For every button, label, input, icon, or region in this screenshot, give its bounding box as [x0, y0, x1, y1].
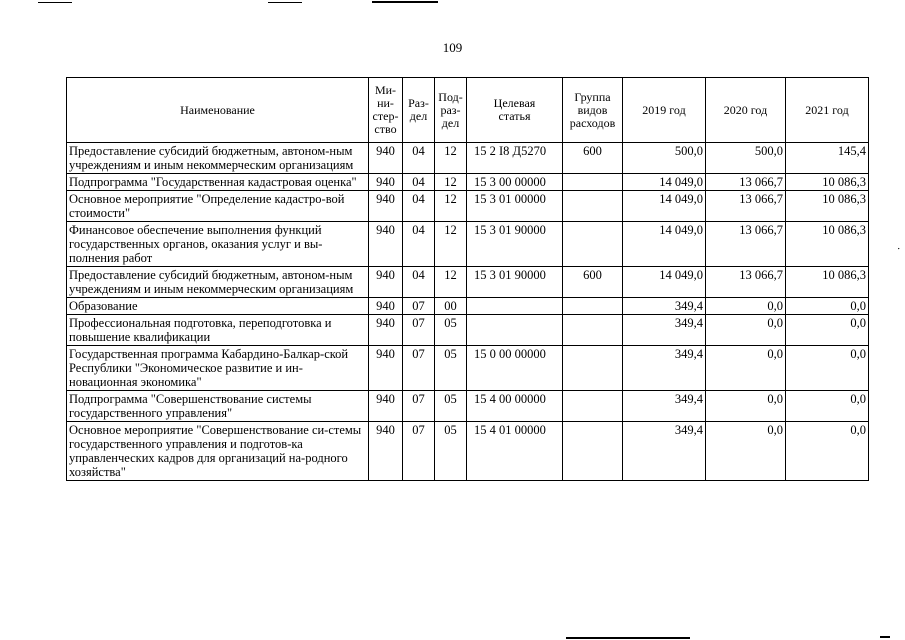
budget-table — [66, 77, 869, 481]
cell-year-2021: 0,0 — [786, 391, 869, 422]
table-row — [67, 346, 869, 391]
header-year-2020: 2020 год — [706, 78, 786, 143]
table-row — [67, 267, 869, 298]
header-year-2019: 2019 год — [623, 78, 706, 143]
table-body — [67, 143, 869, 481]
cell-expense-group: 600 — [563, 267, 623, 298]
cell-ministry: 940 — [369, 191, 403, 222]
cell-subsection: 12 — [435, 191, 467, 222]
scan-artifact-line — [566, 637, 690, 639]
scan-artifact-line — [372, 1, 438, 3]
cell-name: Основное мероприятие "Определение кадастро-вой стоимости" — [67, 191, 369, 222]
cell-year-2019: 14 049,0 — [623, 191, 706, 222]
scan-artifact-mark: ⋅ — [897, 244, 901, 255]
cell-target-article: 15 3 01 90000 — [467, 267, 563, 298]
cell-year-2020: 13 066,7 — [706, 222, 786, 267]
cell-ministry: 940 — [369, 143, 403, 174]
cell-subsection: 05 — [435, 346, 467, 391]
cell-expense-group — [563, 222, 623, 267]
cell-year-2020: 13 066,7 — [706, 267, 786, 298]
cell-name: Финансовое обеспечение выполнения функций государственных органов, оказания услуг и вы-полнения работ — [67, 222, 369, 267]
cell-year-2021: 10 086,3 — [786, 222, 869, 267]
scan-artifact-line — [38, 2, 72, 3]
cell-year-2020: 0,0 — [706, 422, 786, 481]
cell-year-2021: 145,4 — [786, 143, 869, 174]
cell-name: Профессиональная подготовка, переподготовка и повышение квалификации — [67, 315, 369, 346]
cell-year-2021: 0,0 — [786, 298, 869, 315]
cell-subsection: 12 — [435, 174, 467, 191]
table-row — [67, 191, 869, 222]
cell-ministry: 940 — [369, 315, 403, 346]
cell-subsection: 05 — [435, 391, 467, 422]
cell-subsection: 12 — [435, 267, 467, 298]
cell-target-article: 15 0 00 00000 — [467, 346, 563, 391]
cell-section: 07 — [403, 422, 435, 481]
table-row — [67, 422, 869, 481]
cell-subsection: 05 — [435, 422, 467, 481]
cell-year-2021: 0,0 — [786, 422, 869, 481]
cell-target-article: 15 4 00 00000 — [467, 391, 563, 422]
cell-ministry: 940 — [369, 267, 403, 298]
cell-name: Предоставление субсидий бюджетным, автоном-ным учреждениям и иным некоммерческим организациям — [67, 143, 369, 174]
cell-expense-group — [563, 422, 623, 481]
cell-expense-group — [563, 391, 623, 422]
cell-subsection: 00 — [435, 298, 467, 315]
cell-year-2019: 349,4 — [623, 422, 706, 481]
header-ministry: Ми- ни- стер- ство — [369, 78, 403, 143]
cell-subsection: 12 — [435, 222, 467, 267]
cell-expense-group — [563, 191, 623, 222]
cell-year-2020: 0,0 — [706, 315, 786, 346]
cell-name: Подпрограмма "Государственная кадастровая оценка" — [67, 174, 369, 191]
cell-section: 04 — [403, 222, 435, 267]
cell-target-article: 15 3 01 00000 — [467, 191, 563, 222]
cell-year-2021: 0,0 — [786, 346, 869, 391]
cell-year-2020: 500,0 — [706, 143, 786, 174]
cell-ministry: 940 — [369, 346, 403, 391]
header-section: Раз- дел — [403, 78, 435, 143]
cell-ministry: 940 — [369, 391, 403, 422]
table-row — [67, 143, 869, 174]
cell-year-2019: 349,4 — [623, 315, 706, 346]
header-expense-group: Группа видов расходов — [563, 78, 623, 143]
table-row — [67, 222, 869, 267]
cell-ministry: 940 — [369, 222, 403, 267]
cell-year-2019: 14 049,0 — [623, 222, 706, 267]
header-target-article: Целевая статья — [467, 78, 563, 143]
header-year-2021: 2021 год — [786, 78, 869, 143]
scan-artifact-line — [268, 2, 302, 3]
cell-year-2019: 14 049,0 — [623, 267, 706, 298]
cell-expense-group — [563, 298, 623, 315]
cell-year-2019: 500,0 — [623, 143, 706, 174]
cell-subsection: 12 — [435, 143, 467, 174]
cell-year-2019: 349,4 — [623, 346, 706, 391]
table-row — [67, 174, 869, 191]
cell-ministry: 940 — [369, 422, 403, 481]
header-name: Наименование — [67, 78, 369, 143]
cell-target-article: 15 4 01 00000 — [467, 422, 563, 481]
cell-name: Государственная программа Кабардино-Балкар-ской Республики "Экономическое развитие и ин-новационная экономика" — [67, 346, 369, 391]
cell-year-2020: 13 066,7 — [706, 174, 786, 191]
cell-ministry: 940 — [369, 298, 403, 315]
table-row — [67, 298, 869, 315]
cell-section: 07 — [403, 391, 435, 422]
cell-year-2019: 349,4 — [623, 391, 706, 422]
cell-year-2020: 13 066,7 — [706, 191, 786, 222]
cell-section: 04 — [403, 143, 435, 174]
cell-year-2021: 10 086,3 — [786, 174, 869, 191]
cell-year-2021: 10 086,3 — [786, 191, 869, 222]
table-header-row — [67, 78, 869, 143]
cell-name: Образование — [67, 298, 369, 315]
cell-name: Подпрограмма "Совершенствование системы государственного управления" — [67, 391, 369, 422]
cell-expense-group: 600 — [563, 143, 623, 174]
cell-section: 07 — [403, 298, 435, 315]
cell-target-article: 15 3 00 00000 — [467, 174, 563, 191]
table-row — [67, 315, 869, 346]
cell-expense-group — [563, 315, 623, 346]
cell-target-article: 15 3 01 90000 — [467, 222, 563, 267]
page-number: 109 — [442, 40, 463, 55]
cell-target-article — [467, 298, 563, 315]
cell-name: Основное мероприятие "Совершенствование си-стемы государственного управления и подготов-ка управленческих кадров для организаций на-родного хозяйства" — [67, 422, 369, 481]
cell-year-2020: 0,0 — [706, 346, 786, 391]
cell-section: 04 — [403, 191, 435, 222]
cell-target-article: 15 2 I8 Д5270 — [467, 143, 563, 174]
scan-artifact-line — [880, 636, 890, 638]
cell-year-2021: 10 086,3 — [786, 267, 869, 298]
cell-section: 04 — [403, 267, 435, 298]
cell-year-2021: 0,0 — [786, 315, 869, 346]
cell-year-2020: 0,0 — [706, 298, 786, 315]
cell-target-article — [467, 315, 563, 346]
cell-expense-group — [563, 346, 623, 391]
header-subsection: Под- раз- дел — [435, 78, 467, 143]
cell-year-2019: 14 049,0 — [623, 174, 706, 191]
cell-name: Предоставление субсидий бюджетным, автоном-ным учреждениям и иным некоммерческим организациям — [67, 267, 369, 298]
table-row — [67, 391, 869, 422]
cell-section: 07 — [403, 346, 435, 391]
cell-year-2019: 349,4 — [623, 298, 706, 315]
cell-subsection: 05 — [435, 315, 467, 346]
cell-section: 07 — [403, 315, 435, 346]
cell-year-2020: 0,0 — [706, 391, 786, 422]
cell-expense-group — [563, 174, 623, 191]
cell-ministry: 940 — [369, 174, 403, 191]
cell-section: 04 — [403, 174, 435, 191]
